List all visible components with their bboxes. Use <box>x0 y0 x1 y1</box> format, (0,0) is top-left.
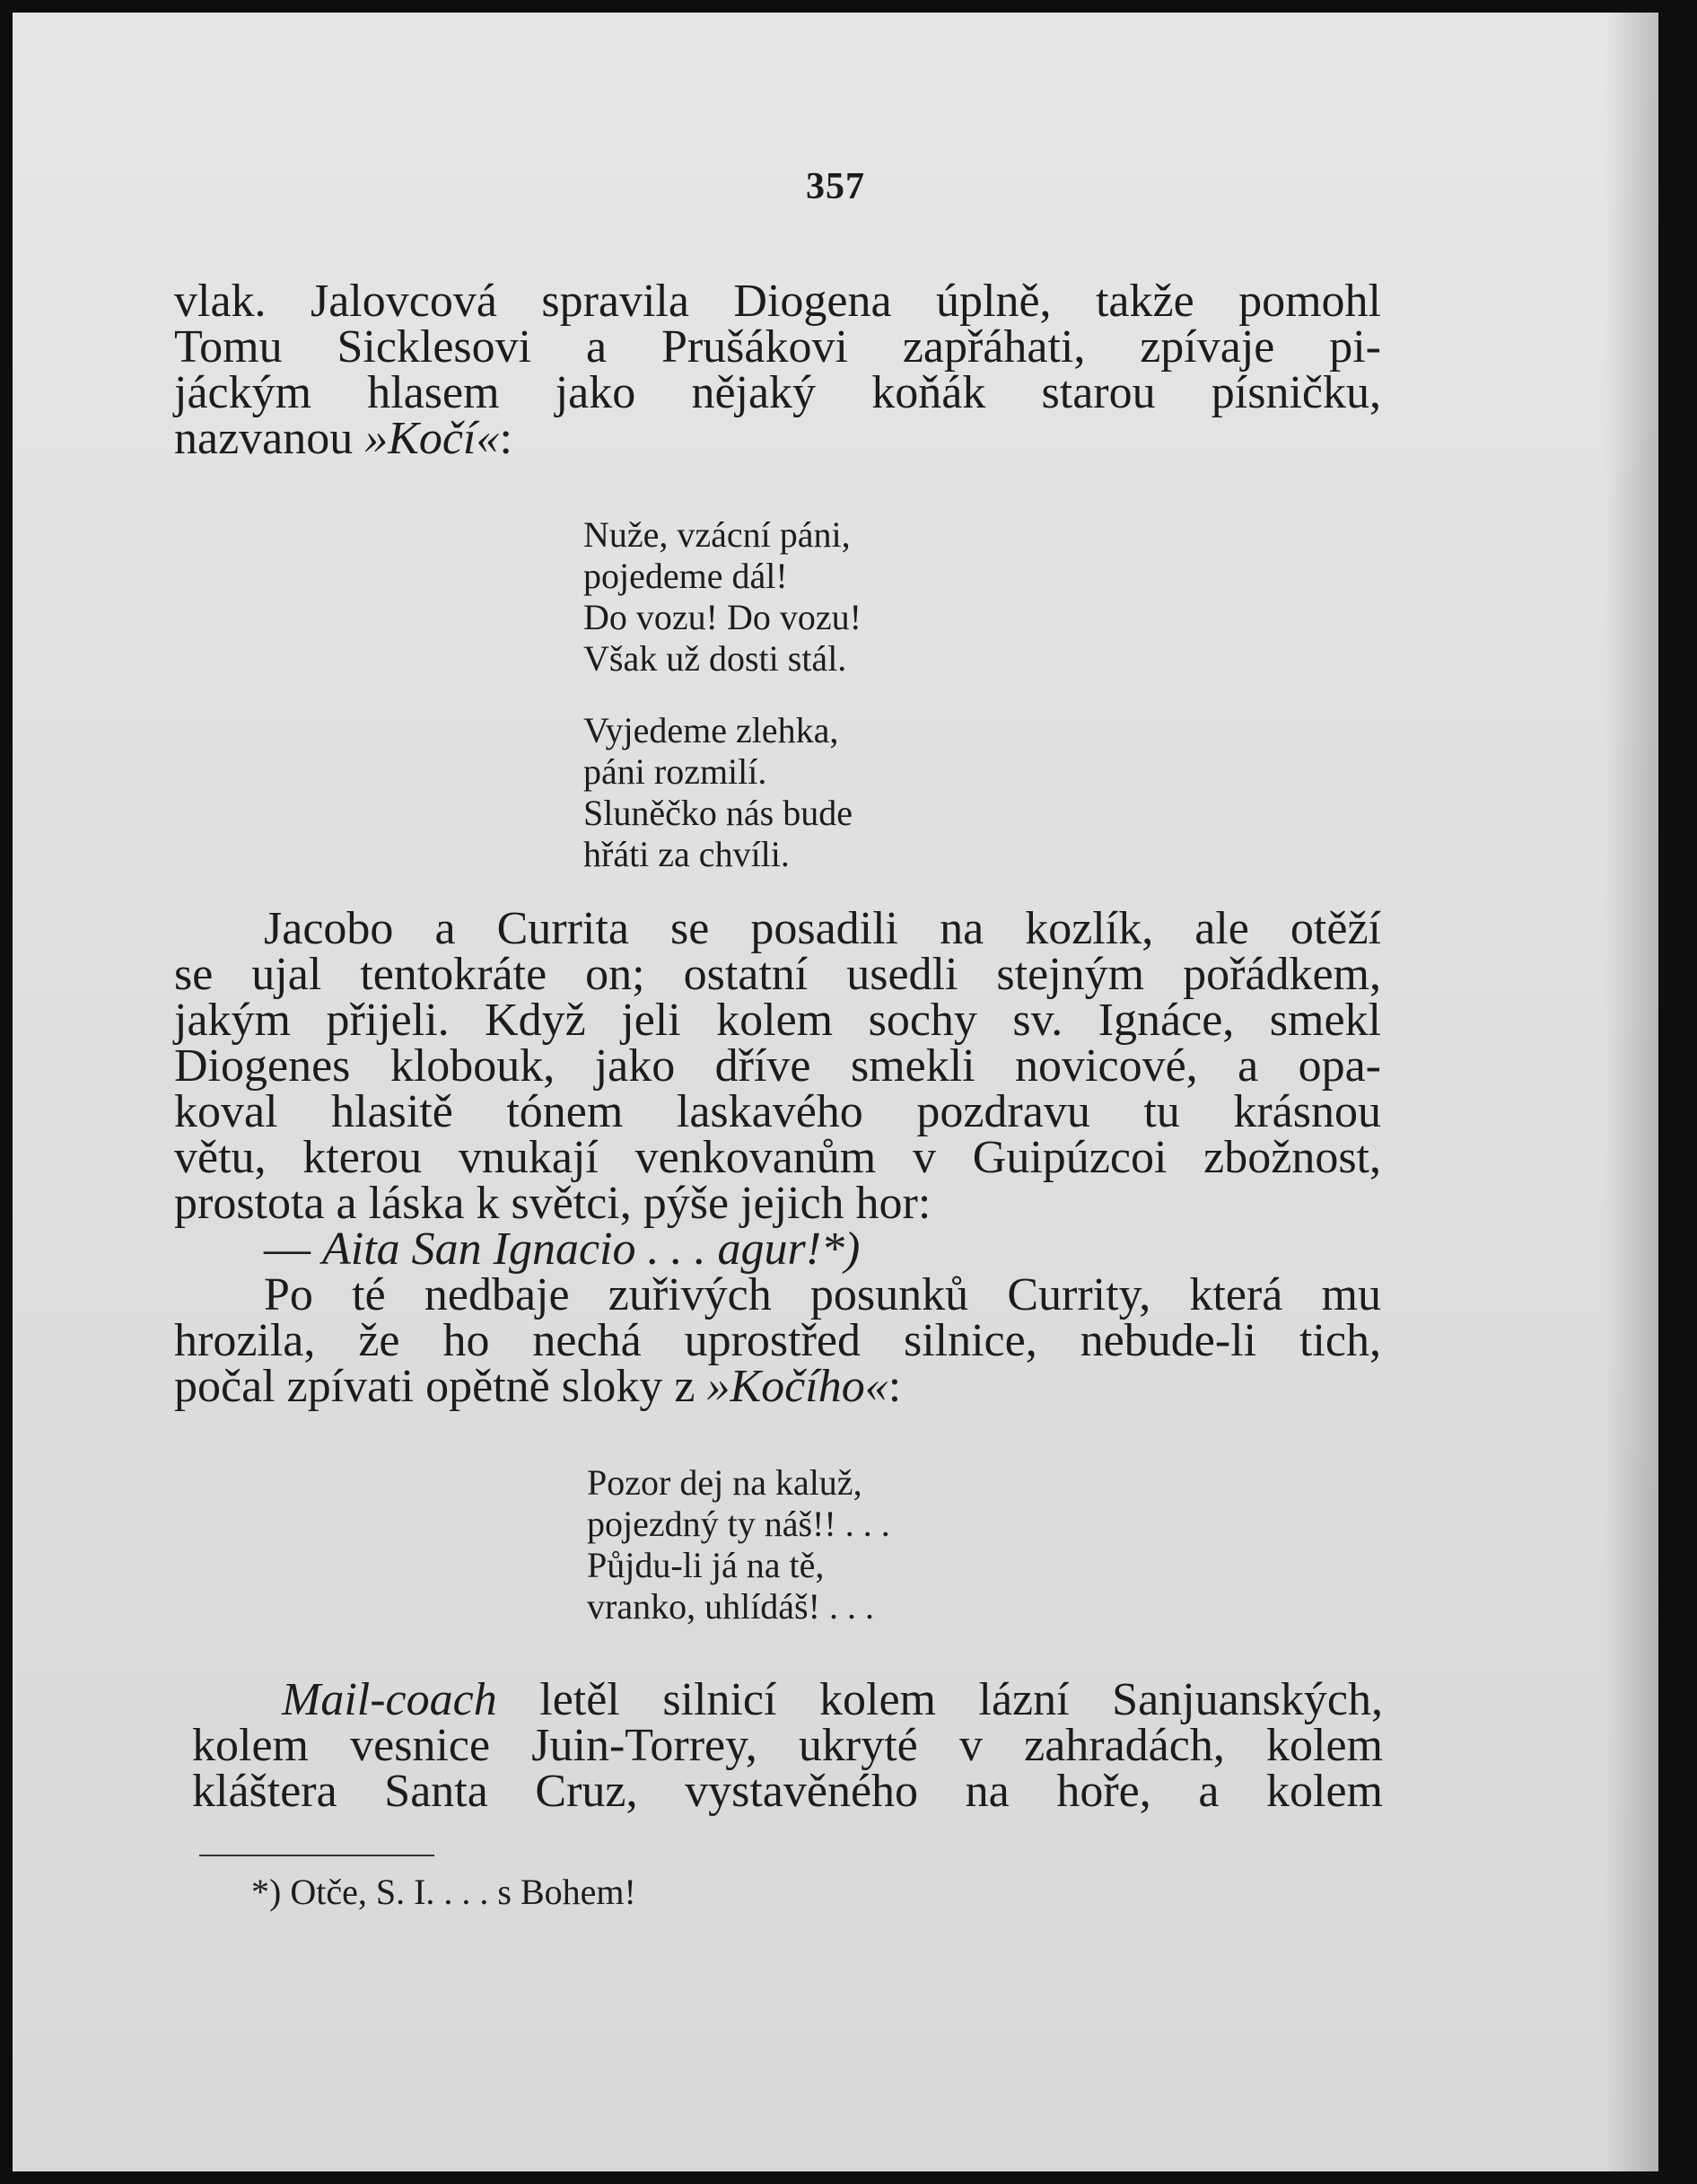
verse-line: pojedeme dál! <box>583 556 788 596</box>
verse-stanza-2 <box>583 710 853 875</box>
verse-line: vranko, uhlídáš! . . . <box>587 1586 874 1627</box>
dialogue-line <box>174 1224 1381 1275</box>
song-title: »Kočího« <box>706 1361 888 1412</box>
verse-line: Půjdu-li já na tě, <box>587 1545 825 1585</box>
book-page <box>13 13 1658 2171</box>
verse-line: páni rozmilí. <box>583 751 767 792</box>
text-line: vlak. Jalovcová spravila Diogena úplně, takže pomohl <box>174 276 1381 327</box>
text-line: Po té nedbaje zuřivých posunků Currity, která mu <box>264 1269 1381 1320</box>
text-line <box>192 1674 1383 1725</box>
paragraph-4 <box>192 1674 1383 1817</box>
paragraph-1 <box>174 276 1381 464</box>
verse-line: Však už dosti stál. <box>583 638 847 679</box>
text-line: Diogenes klobouk, jako dříve smekli novicové, a opa- <box>174 1040 1381 1092</box>
page-number: 357 <box>806 166 865 207</box>
text-line: Jacobo a Currita se posadili na kozlík, ale otěží <box>264 903 1381 954</box>
text-line: jakým přijeli. Když jeli kolem sochy sv. Ignáce, smekl <box>174 995 1381 1046</box>
text-fragment: počal zpívati opětně sloky z <box>174 1361 707 1412</box>
verse-stanza-3 <box>587 1462 890 1627</box>
text-line: prostota a láska k světci, pýše jejich hor: <box>174 1178 932 1229</box>
text-line: hrozila, že ho nechá uprostřed silnice, nebude-li tich, <box>174 1315 1381 1366</box>
text-line: se ujal tentokráte on; ostatní usedli stejným pořádkem, <box>174 949 1381 1000</box>
verse-line: Vyjedeme zlehka, <box>583 710 839 750</box>
punctuation: : <box>888 1361 902 1412</box>
verse-line: Sluněčko nás bude <box>583 793 853 833</box>
dash: — <box>264 1224 322 1275</box>
text-line: koval hlasitě tónem laskavého pozdravu tu krásnou <box>174 1086 1381 1137</box>
verse-line: hřáti za chvíli. <box>583 834 790 874</box>
text-line: jáckým hlasem jako nějaký koňák starou písničku, <box>174 367 1381 418</box>
text-line: kláštera Santa Cruz, vystavěného na hoře, a kolem <box>192 1766 1383 1817</box>
paragraph-3 <box>174 1269 1381 1412</box>
footnote-rule <box>199 1855 434 1856</box>
text-line: kolem vesnice Juin-Torrey, ukryté v zahradách, kolem <box>192 1720 1383 1771</box>
text-line: větu, kterou vnukají venkovanům v Guipúzcoi zbožnost, <box>174 1132 1381 1183</box>
text-fragment: letěl silnicí kolem lázní Sanjuanských, <box>496 1674 1383 1725</box>
text-line <box>174 413 1381 464</box>
text-fragment: nazvanou <box>174 413 365 464</box>
text-line <box>174 1361 1381 1412</box>
verse-line: Do vozu! Do vozu! <box>583 597 862 637</box>
paragraph-2 <box>174 903 1381 1275</box>
dialogue-text: Aita San Ignacio . . . agur!*) <box>322 1224 861 1275</box>
punctuation: : <box>499 413 512 464</box>
footnote: *) Otče, S. I. . . . s Bohem! <box>251 1872 636 1912</box>
song-title: »Kočí« <box>364 413 500 464</box>
verse-line: Nuže, vzácní páni, <box>583 514 851 555</box>
verse-line: pojezdný ty náš!! . . . <box>587 1504 890 1544</box>
verse-line: Pozor dej na kaluž, <box>587 1462 862 1503</box>
verse-stanza-1 <box>583 514 862 680</box>
italic-term: Mail-coach <box>282 1674 497 1725</box>
text-line: Tomu Sicklesovi a Prušákovi zapřáhati, zpívaje pi- <box>174 321 1381 373</box>
